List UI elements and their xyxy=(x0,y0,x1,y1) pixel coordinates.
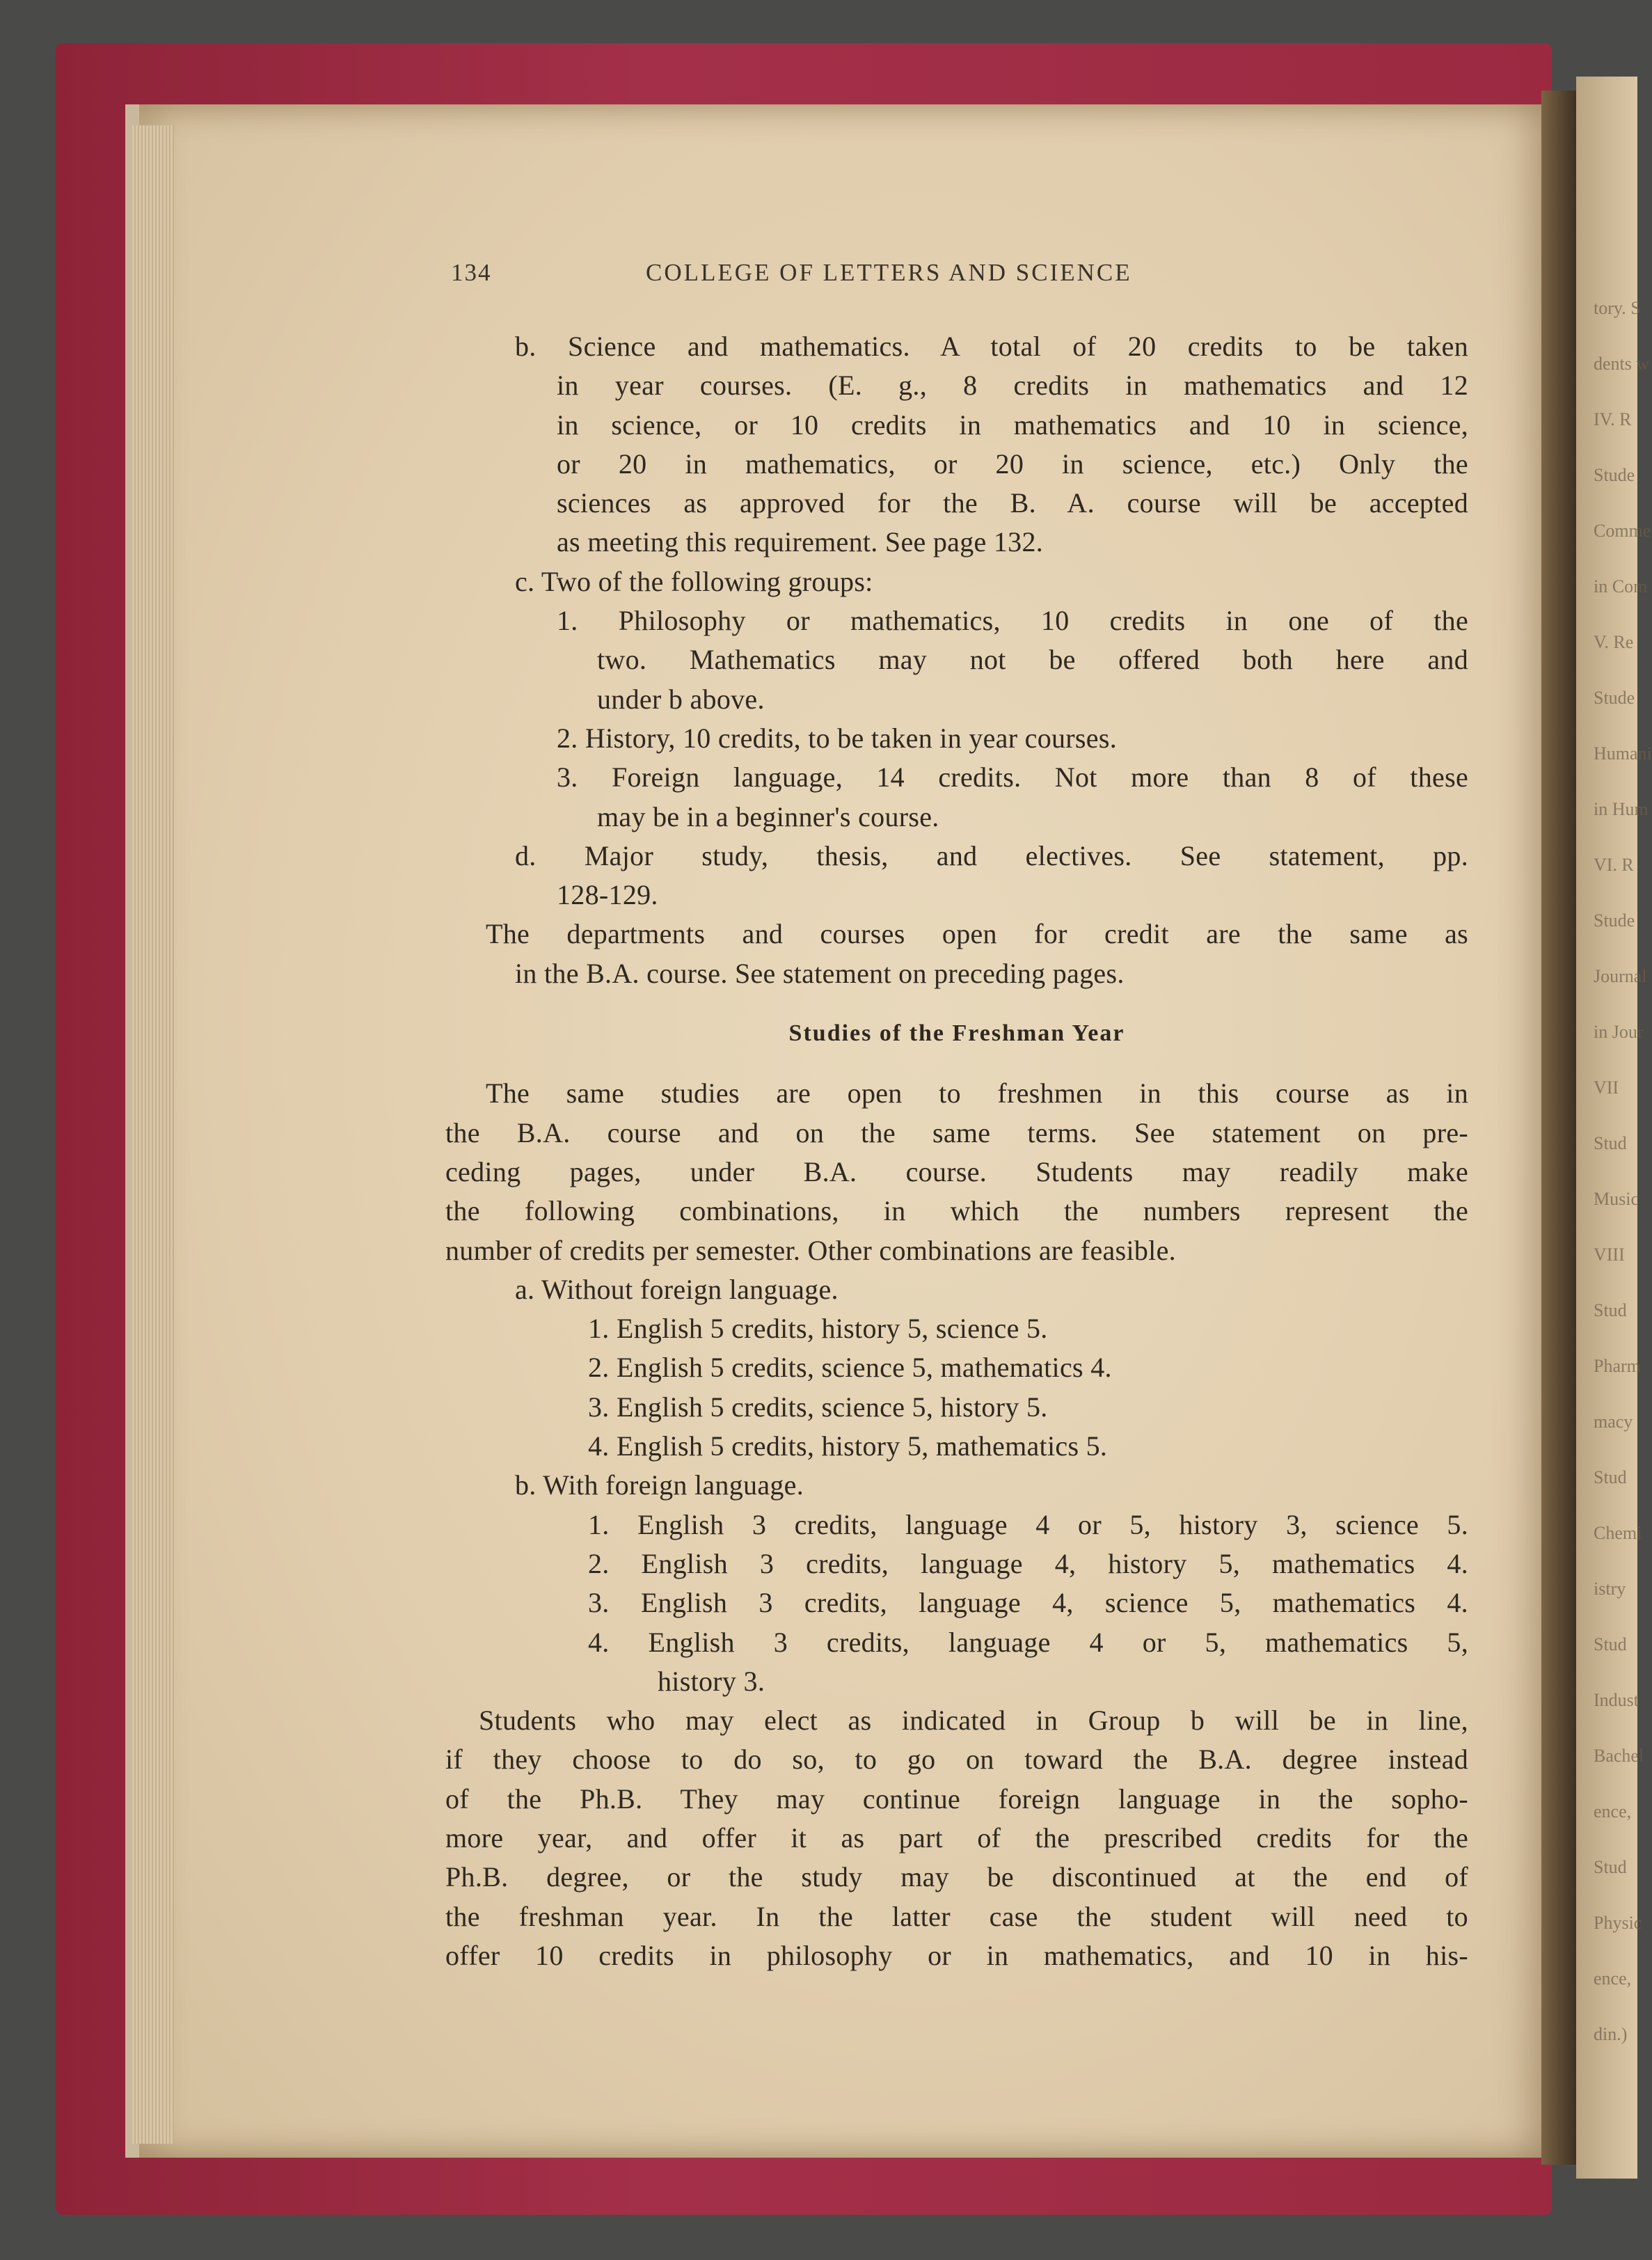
facing-page-fragment: VI. R xyxy=(1594,855,1634,875)
facing-page-fragment: Stude xyxy=(1594,910,1635,931)
without-language-list xyxy=(445,1270,1468,1466)
page-edges xyxy=(132,125,174,2144)
text-line: may be in a beginner's course. xyxy=(597,800,939,832)
text-line: two. Mathematics may not be offered both here and xyxy=(597,644,1468,676)
facing-page-fragment: din.) xyxy=(1594,2024,1628,2044)
list-item: history 3. xyxy=(658,1665,765,1697)
facing-page-fragment: in Jour xyxy=(1594,1022,1644,1042)
list-item: 1. English 5 credits, history 5, science 5. xyxy=(588,1313,1048,1345)
facing-page-fragment: in Com xyxy=(1594,576,1648,596)
facing-page-fragment: Stud xyxy=(1594,1467,1627,1487)
running-title: COLLEGE OF LETTERS AND SCIENCE xyxy=(646,259,1132,286)
book-gutter xyxy=(1541,90,1576,2165)
facing-page-fragment: Pharm xyxy=(1594,1356,1641,1376)
list-item: 2. English 5 credits, science 5, mathematics 4. xyxy=(588,1352,1112,1384)
text-line: in science, or 10 credits in mathematics and 10 in science, xyxy=(557,409,1468,441)
facing-page-fragments xyxy=(1594,298,1652,2044)
text-line: 2. History, 10 credits, to be taken in year courses. xyxy=(557,722,1118,754)
facing-page-fragment: Chemi xyxy=(1594,1523,1642,1543)
text-line: of the Ph.B. They may continue foreign language in the sopho- xyxy=(445,1783,1468,1815)
facing-page-fragment: VIII xyxy=(1594,1244,1625,1265)
section-d-major xyxy=(445,837,1468,915)
facing-page-fragment: dents w xyxy=(1594,354,1650,374)
list-item: 3. English 5 credits, science 5, history 5. xyxy=(588,1391,1048,1423)
freshman-intro xyxy=(445,1074,1468,1270)
departments-paragraph xyxy=(445,915,1468,993)
text-line: sciences as approved for the B. A. course will be accepted xyxy=(557,487,1468,519)
page-body xyxy=(445,327,1468,1975)
text-line: in the B.A. course. See statement on preceding pages. xyxy=(515,957,1125,989)
text-line: more year, and offer it as part of the prescribed credits for the xyxy=(445,1822,1468,1854)
text-line: The departments and courses open for credit are the same as xyxy=(486,918,1468,950)
text-line: offer 10 credits in philosophy or in mathematics, and 10 in his- xyxy=(445,1939,1468,1971)
section-heading: Studies of the Freshman Year xyxy=(788,1020,1125,1047)
text-line: the freshman year. In the latter case the student will need to xyxy=(445,1900,1468,1932)
facing-page-fragment: macy xyxy=(1594,1412,1633,1432)
text-line: the following combinations, in which the numbers represent the xyxy=(445,1195,1468,1227)
facing-page-fragment: Stud xyxy=(1594,1133,1627,1153)
facing-page-fragment: Comme xyxy=(1594,521,1651,541)
text-line: Ph.B. degree, or the study may be discontinued at the end of xyxy=(445,1861,1468,1893)
text-line: in year courses. (E. g., 8 credits in mathematics and 12 xyxy=(557,370,1468,402)
facing-page-fragment: Stud xyxy=(1594,1857,1627,1877)
facing-page-fragment: istry xyxy=(1594,1579,1626,1599)
facing-page-fragment: Bachel xyxy=(1594,1746,1644,1766)
section-c-groups xyxy=(445,562,1468,837)
list-item: 4. English 3 credits, language 4 or 5, mathematics 5, xyxy=(588,1626,1468,1658)
text-line: b. Science and mathematics. A total of 20 credits to be taken xyxy=(515,331,1468,362)
facing-page-fragment: Humani xyxy=(1594,743,1652,764)
text-line: under b above. xyxy=(597,683,765,715)
text-line: d. Major study, thesis, and electives. See statement, pp. xyxy=(515,839,1468,871)
facing-page-fragment: Journal xyxy=(1594,966,1647,986)
section-b-science xyxy=(445,327,1468,562)
spacer xyxy=(445,993,1468,1014)
facing-page-fragment: tory. S xyxy=(1594,298,1641,318)
text-line: The same studies are open to freshmen in this course as in xyxy=(486,1077,1468,1109)
list-item: 4. English 5 credits, history 5, mathematics 5. xyxy=(588,1430,1108,1462)
text-line: 1. Philosophy or mathematics, 10 credits in one of the xyxy=(557,605,1468,637)
facing-page-fragment: Stude xyxy=(1594,465,1635,485)
facing-page-fragment: VII xyxy=(1594,1077,1619,1098)
text-line: if they choose to do so, to go on toward the B.A. degree instead xyxy=(445,1744,1468,1776)
text-line: 3. Foreign language, 14 credits. Not more than 8 of these xyxy=(557,761,1468,793)
text-line: or 20 in mathematics, or 20 in science, etc.) Only the xyxy=(557,448,1468,480)
facing-page-fragment: Physic xyxy=(1594,1913,1642,1933)
facing-page-fragment: Stude xyxy=(1594,688,1635,708)
spacer xyxy=(445,1053,1468,1074)
page-number: 134 xyxy=(451,259,492,286)
facing-page-fragment: Music xyxy=(1594,1189,1639,1209)
text-line: as meeting this requirement. See page 132. xyxy=(557,526,1044,558)
facing-page-fragment: Indust xyxy=(1594,1690,1639,1710)
text-line: c. Two of the following groups: xyxy=(515,565,873,597)
facing-page-fragment: IV. R xyxy=(1594,409,1632,429)
list-item: 3. English 3 credits, language 4, science 5, mathematics 4. xyxy=(588,1587,1468,1619)
text-line: 128-129. xyxy=(557,879,658,911)
list-label: b. With foreign language. xyxy=(515,1469,804,1501)
list-item: 2. English 3 credits, language 4, history 5, mathematics 4. xyxy=(588,1547,1468,1579)
facing-page-fragment: Stud xyxy=(1594,1300,1627,1320)
text-line: Students who may elect as indicated in Group b will be in line, xyxy=(479,1705,1468,1737)
closing-paragraph xyxy=(445,1701,1468,1975)
list-label: a. Without foreign language. xyxy=(515,1273,839,1305)
with-language-list xyxy=(445,1466,1468,1701)
running-head xyxy=(451,259,1474,295)
facing-page-fragment: ence, xyxy=(1594,1801,1632,1822)
text-line: number of credits per semester. Other combinations are feasible. xyxy=(445,1234,1176,1266)
facing-page-fragment: V. Re xyxy=(1594,632,1634,652)
text-line: the B.A. course and on the same terms. See statement on pre- xyxy=(445,1116,1468,1148)
facing-page-fragment: in Hum xyxy=(1594,799,1649,819)
text-line: ceding pages, under B.A. course. Students may readily make xyxy=(445,1155,1468,1187)
list-item: 1. English 3 credits, language 4 or 5, history 3, science 5. xyxy=(588,1508,1468,1540)
facing-page-fragment: ence, xyxy=(1594,1968,1632,1989)
facing-page-fragment: Stud xyxy=(1594,1634,1627,1654)
